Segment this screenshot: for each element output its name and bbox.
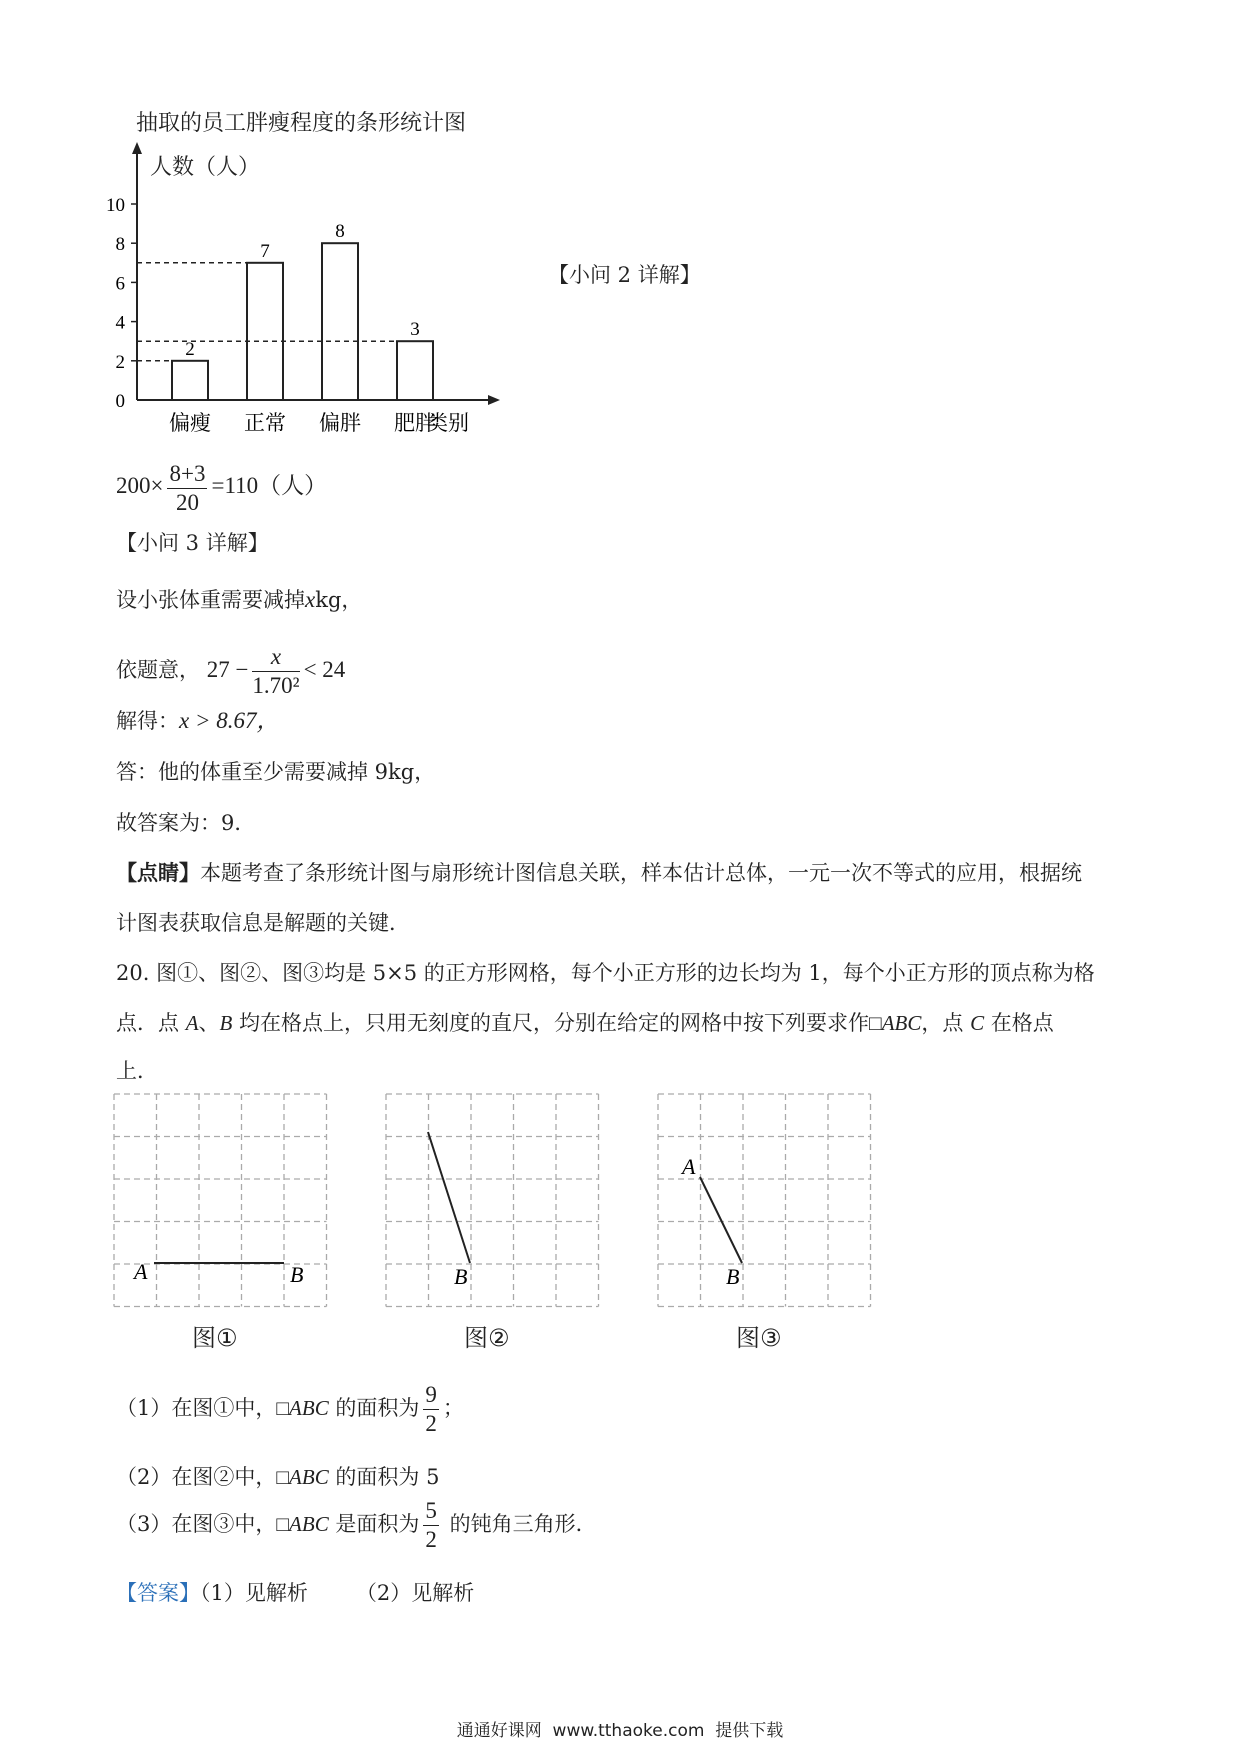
part2-tri: □ABC: [276, 1465, 329, 1489]
x-tick-label: 肥胖: [394, 411, 436, 435]
grid-figure-2: [384, 1092, 604, 1312]
q3-line2-c: < 24: [303, 657, 346, 682]
part3-tri: □ABC: [276, 1512, 329, 1536]
q3-line3-a: 解得：: [116, 709, 179, 733]
bar-value-label: 7: [260, 240, 270, 262]
part1-b: 的面积为: [328, 1396, 420, 1420]
q3-line2-b: 27 −: [206, 657, 249, 682]
q3-line1-a: 设小张体重需要减掉: [116, 588, 305, 612]
bar-chart: [100, 140, 540, 450]
bar: [172, 361, 208, 400]
comment-label: 【点睛】: [116, 860, 200, 885]
part2-b: 的面积为 5: [328, 1465, 440, 1489]
y-tick-label: 4: [115, 312, 125, 334]
bar: [397, 341, 433, 400]
bar-value-label: 3: [410, 319, 420, 341]
y-tick-label: 0: [115, 391, 125, 412]
q3-line2: [116, 640, 345, 700]
q3-line1: [116, 585, 362, 615]
q3-fraction: [252, 643, 299, 700]
p20-l2-c: 均在格点上，只用无刻度的直尺，分别在给定的网格中按下列要求作: [232, 1011, 870, 1035]
y-tick-label: 2: [115, 351, 125, 373]
y-tick-label: 6: [115, 273, 125, 295]
q3-line4: 答：他的体重至少需要减掉 9kg，: [116, 760, 436, 784]
fig3-caption: 图③: [736, 1324, 782, 1352]
x-axis-arrow: [488, 395, 500, 405]
comment-line1: [116, 858, 1082, 888]
fig3-label-b: B: [726, 1264, 740, 1289]
part3-a: （3）在图③中，: [116, 1512, 277, 1536]
part3-fraction: [423, 1497, 439, 1554]
chart-title: 抽取的员工胖瘦程度的条形统计图: [136, 111, 467, 136]
grid-lines-3: [658, 1094, 871, 1307]
bar: [322, 243, 358, 400]
y-tick-label: 8: [115, 234, 125, 256]
p20-l2-b: 、: [198, 1011, 220, 1035]
part2-a: （2）在图②中，: [116, 1465, 277, 1489]
q3-fraction-den: 1.70²: [252, 673, 300, 698]
fig1-caption: 图①: [192, 1324, 238, 1352]
part3: [116, 1494, 597, 1554]
answer-label: 【答案】: [116, 1581, 200, 1605]
y-axis-arrow: [132, 142, 142, 154]
fig1-label-b: B: [290, 1262, 304, 1287]
part3-b: 是面积为: [328, 1512, 420, 1536]
q3-fraction-num: x: [252, 643, 299, 672]
x-axis-label: 类别: [427, 411, 469, 435]
answer-line: [116, 1578, 474, 1608]
p20-l2-C: C: [970, 1011, 985, 1035]
y-tick-label: 10: [106, 195, 125, 216]
q2-denominator: 20: [175, 490, 199, 515]
part3-c: 的钝角三角形．: [442, 1512, 597, 1536]
q2-expression: [116, 460, 327, 517]
fig3-label-a: A: [682, 1154, 696, 1179]
part3-den: 2: [425, 1527, 437, 1552]
p20-l2-tri: □ABC: [869, 1011, 922, 1035]
q2-header: 【小问 2 详解】: [548, 263, 701, 287]
problem20-line1: 20. 图①、图②、图③均是 5×5 的正方形网格，每个小正方形的边长均为 1，每个小正方形的顶点称为格: [116, 961, 1095, 985]
part1-a: （1）在图①中，: [116, 1396, 277, 1420]
grid-figure-1: [112, 1092, 332, 1312]
q3-header: 【小问 3 详解】: [116, 531, 269, 555]
p20-l2-a: 点．点: [116, 1011, 186, 1035]
q3-line1-var: x: [305, 587, 316, 612]
part1-num: 9: [423, 1381, 439, 1410]
q3-line5: 故答案为：9．: [116, 811, 256, 835]
p20-l2-A: A: [185, 1011, 199, 1035]
part3-num: 5: [423, 1497, 439, 1526]
part2: [116, 1462, 439, 1492]
q3-line1-b: kg，: [315, 588, 363, 612]
comment-line2: 计图表获取信息是解题的关键．: [116, 911, 410, 935]
q3-line3-b: x > 8.67，: [179, 708, 280, 733]
x-tick-label: 偏胖: [319, 411, 361, 435]
p20-l2-B: B: [219, 1011, 233, 1035]
segment-ab-2: [428, 1132, 470, 1263]
p20-l2-e: 在格点: [984, 1011, 1054, 1035]
comment-text1: 本题考查了条形统计图与扇形统计图信息关联，样本估计总体，一元一次不等式的应用，根据统: [200, 861, 1082, 885]
part1: [116, 1378, 464, 1438]
q3-line3: [116, 706, 279, 736]
segment-ab-3: [700, 1177, 742, 1263]
q2-numerator: 8+3: [167, 460, 207, 489]
problem20-line2: [116, 1008, 1054, 1038]
fig1-label-a: A: [134, 1259, 148, 1284]
x-tick-label: 正常: [244, 411, 286, 435]
problem20-line3: 上．: [116, 1059, 158, 1083]
q2-expr-left: 200×: [116, 473, 164, 498]
x-tick-label: 偏瘦: [169, 411, 211, 435]
chart-y-axis-label: 人数（人）: [150, 155, 261, 180]
q2-fraction: [167, 460, 207, 517]
fig2-caption: 图②: [464, 1324, 510, 1352]
grid-figure-3: [656, 1092, 876, 1312]
fig2-label-b: B: [454, 1264, 468, 1289]
part1-fraction: [423, 1381, 439, 1438]
part1-c: ；: [442, 1396, 464, 1420]
q3-line2-a: 依题意，: [116, 658, 200, 682]
p20-l2-d: ，点: [921, 1011, 971, 1035]
answer-2: （2）见解析: [355, 1581, 475, 1605]
q2-expr-right: =110（人）: [211, 473, 328, 498]
part1-den: 2: [425, 1411, 437, 1436]
grid-lines-2: [386, 1094, 599, 1307]
answer-1: （1）见解析: [200, 1581, 308, 1605]
bar-value-label: 2: [185, 338, 195, 360]
bar: [247, 263, 283, 400]
bar-value-label: 8: [335, 221, 345, 243]
part1-tri: □ABC: [276, 1396, 329, 1420]
footer: 通通好课网 www.tthaoke.com 提供下载: [456, 1721, 784, 1741]
